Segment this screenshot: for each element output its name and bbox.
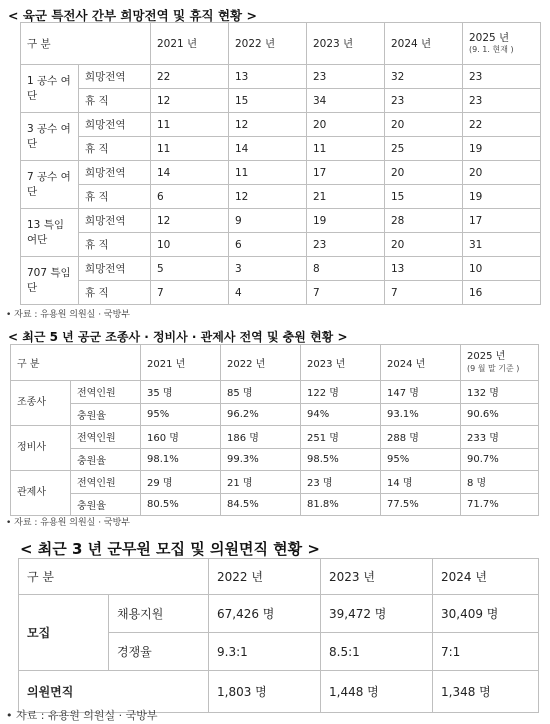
value-cell: 21 명 <box>221 471 301 494</box>
value-cell: 20 <box>385 113 463 137</box>
row-label-cell: 충원율 <box>71 448 141 471</box>
row-label-cell: 채용지원 <box>109 595 209 633</box>
table-row <box>21 185 541 209</box>
table-row <box>21 161 541 185</box>
table-row <box>21 257 541 281</box>
header-cell: 2021 년 <box>141 345 221 381</box>
header-cell: 2022 년 <box>229 23 307 65</box>
value-cell: 1,448 명 <box>321 671 433 713</box>
value-cell: 19 <box>307 209 385 233</box>
value-cell: 16 <box>463 281 541 305</box>
header-cell: 2023 년 <box>301 345 381 381</box>
header-cell-note: (9 월 말 기준 ) <box>467 363 520 373</box>
table2-source: • 자료 : 유용원 의원실 · 국방부 <box>6 518 131 528</box>
table3-civilian-staff <box>18 558 539 713</box>
value-cell: 99.3% <box>221 448 301 471</box>
value-cell: 39,472 명 <box>321 595 433 633</box>
value-cell: 10 <box>151 233 229 257</box>
value-cell: 12 <box>229 113 307 137</box>
header-cell-year: 2025 년 <box>467 351 506 363</box>
value-cell: 186 명 <box>221 426 301 449</box>
value-cell: 12 <box>229 185 307 209</box>
value-cell: 160 명 <box>141 426 221 449</box>
value-cell: 7 <box>151 281 229 305</box>
row-label-cell: 희망전역 <box>79 113 151 137</box>
value-cell: 13 <box>385 257 463 281</box>
value-cell: 23 명 <box>301 471 381 494</box>
table-row <box>11 471 539 494</box>
value-cell: 77.5% <box>381 493 461 516</box>
value-cell: 31 <box>463 233 541 257</box>
table-row <box>21 209 541 233</box>
group-cell: 707 특임단 <box>21 257 79 305</box>
value-cell: 95% <box>141 403 221 426</box>
group-cell: 모집 <box>19 595 109 671</box>
table-row <box>21 113 541 137</box>
table-row <box>21 281 541 305</box>
value-cell: 93.1% <box>381 403 461 426</box>
value-cell: 94% <box>301 403 381 426</box>
header-cell: 구 분 <box>19 559 209 595</box>
table3-title: < 최근 3 년 군무원 모집 및 의원면직 현황 > <box>20 540 320 558</box>
header-cell: 구 분 <box>11 345 141 381</box>
value-cell: 90.7% <box>461 448 539 471</box>
value-cell: 81.8% <box>301 493 381 516</box>
value-cell: 5 <box>151 257 229 281</box>
value-cell: 288 명 <box>381 426 461 449</box>
value-cell: 1,348 명 <box>433 671 539 713</box>
row-label-cell: 희망전역 <box>79 257 151 281</box>
table-row <box>21 89 541 113</box>
table1-title: < 육군 특전사 간부 희망전역 및 휴직 현황 > <box>8 8 257 23</box>
value-cell: 23 <box>307 65 385 89</box>
header-cell <box>461 345 539 381</box>
value-cell: 34 <box>307 89 385 113</box>
group-cell: 정비사 <box>11 426 71 471</box>
value-cell: 9.3:1 <box>209 633 321 671</box>
group-cell: 조종사 <box>11 381 71 426</box>
group-cell: 1 공수 여단 <box>21 65 79 113</box>
value-cell: 14 <box>229 137 307 161</box>
header-cell: 2022 년 <box>209 559 321 595</box>
row-label-cell: 충원율 <box>71 493 141 516</box>
value-cell: 132 명 <box>461 381 539 404</box>
value-cell: 19 <box>463 137 541 161</box>
header-cell: 2024 년 <box>433 559 539 595</box>
value-cell: 8 명 <box>461 471 539 494</box>
row-label-cell: 경쟁율 <box>109 633 209 671</box>
value-cell: 90.6% <box>461 403 539 426</box>
value-cell: 4 <box>229 281 307 305</box>
t1-header-row <box>21 23 541 65</box>
header-cell-year: 2025 년 <box>469 32 510 45</box>
table-row <box>11 493 539 516</box>
value-cell: 12 <box>151 209 229 233</box>
group-cell: 7 공수 여단 <box>21 161 79 209</box>
value-cell: 233 명 <box>461 426 539 449</box>
value-cell: 98.5% <box>301 448 381 471</box>
value-cell: 80.5% <box>141 493 221 516</box>
value-cell: 23 <box>463 89 541 113</box>
value-cell: 14 <box>151 161 229 185</box>
value-cell: 6 <box>229 233 307 257</box>
value-cell: 20 <box>385 161 463 185</box>
value-cell: 11 <box>229 161 307 185</box>
value-cell: 71.7% <box>461 493 539 516</box>
table-row <box>21 137 541 161</box>
value-cell: 7 <box>385 281 463 305</box>
value-cell: 122 명 <box>301 381 381 404</box>
t2-header-row <box>11 345 539 381</box>
row-label-cell: 휴 직 <box>79 233 151 257</box>
value-cell: 14 명 <box>381 471 461 494</box>
table-row <box>11 448 539 471</box>
value-cell: 23 <box>307 233 385 257</box>
value-cell: 32 <box>385 65 463 89</box>
row-label-cell: 전역인원 <box>71 381 141 404</box>
value-cell: 8 <box>307 257 385 281</box>
value-cell: 28 <box>385 209 463 233</box>
header-cell: 2023 년 <box>321 559 433 595</box>
header-cell: 구 분 <box>21 23 151 65</box>
value-cell: 95% <box>381 448 461 471</box>
value-cell: 15 <box>385 185 463 209</box>
row-label-cell: 희망전역 <box>79 161 151 185</box>
value-cell: 15 <box>229 89 307 113</box>
table-row <box>11 381 539 404</box>
row-label-cell: 희망전역 <box>79 65 151 89</box>
value-cell: 84.5% <box>221 493 301 516</box>
value-cell: 20 <box>307 113 385 137</box>
header-cell: 2023 년 <box>307 23 385 65</box>
table-row <box>11 403 539 426</box>
table3-header-row <box>19 559 539 595</box>
row-label-cell: 전역인원 <box>71 471 141 494</box>
table2-air-force <box>10 344 539 516</box>
row-label-cell: 희망전역 <box>79 209 151 233</box>
table1-special-forces <box>20 22 541 305</box>
value-cell: 147 명 <box>381 381 461 404</box>
row-label-cell: 휴 직 <box>79 137 151 161</box>
value-cell: 23 <box>463 65 541 89</box>
value-cell: 11 <box>151 113 229 137</box>
row-label-cell: 휴 직 <box>79 281 151 305</box>
value-cell: 251 명 <box>301 426 381 449</box>
value-cell: 1,803 명 <box>209 671 321 713</box>
value-cell: 6 <box>151 185 229 209</box>
group-cell: 3 공수 여단 <box>21 113 79 161</box>
value-cell: 10 <box>463 257 541 281</box>
table-row <box>21 65 541 89</box>
value-cell: 67,426 명 <box>209 595 321 633</box>
row-label-cell: 전역인원 <box>71 426 141 449</box>
value-cell: 11 <box>151 137 229 161</box>
row-label-cell: 휴 직 <box>79 185 151 209</box>
value-cell: 98.1% <box>141 448 221 471</box>
value-cell: 19 <box>463 185 541 209</box>
value-cell: 3 <box>229 257 307 281</box>
table-row <box>21 233 541 257</box>
value-cell: 7 <box>307 281 385 305</box>
row-label-cell: 휴 직 <box>79 89 151 113</box>
value-cell: 17 <box>463 209 541 233</box>
header-cell: 2022 년 <box>221 345 301 381</box>
header-cell-note: (9. 1. 현재 ) <box>469 45 514 55</box>
value-cell: 35 명 <box>141 381 221 404</box>
value-cell: 23 <box>385 89 463 113</box>
table2-title: < 최근 5 년 공군 조종사 · 정비사 · 관제사 전역 및 충원 현황 > <box>8 330 348 344</box>
header-cell: 2024 년 <box>381 345 461 381</box>
value-cell: 13 <box>229 65 307 89</box>
value-cell: 30,409 명 <box>433 595 539 633</box>
value-cell: 20 <box>385 233 463 257</box>
value-cell: 7:1 <box>433 633 539 671</box>
value-cell: 8.5:1 <box>321 633 433 671</box>
row-label-cell: 충원율 <box>71 403 141 426</box>
value-cell: 85 명 <box>221 381 301 404</box>
table3-source: • 자료 : 유용원 의원실 · 국방부 <box>6 709 158 722</box>
value-cell: 22 <box>151 65 229 89</box>
header-cell <box>463 23 541 65</box>
table1-source: • 자료 : 유용원 의원실 · 국방부 <box>6 310 131 320</box>
value-cell: 21 <box>307 185 385 209</box>
value-cell: 22 <box>463 113 541 137</box>
value-cell: 17 <box>307 161 385 185</box>
header-cell: 2021 년 <box>151 23 229 65</box>
table-row <box>11 426 539 449</box>
table-row <box>19 595 539 633</box>
row-label-cell: 의원면직 <box>19 671 209 713</box>
group-cell: 13 특임 여단 <box>21 209 79 257</box>
value-cell: 96.2% <box>221 403 301 426</box>
value-cell: 11 <box>307 137 385 161</box>
value-cell: 20 <box>463 161 541 185</box>
value-cell: 12 <box>151 89 229 113</box>
group-cell: 관제사 <box>11 471 71 516</box>
value-cell: 25 <box>385 137 463 161</box>
value-cell: 29 명 <box>141 471 221 494</box>
header-cell: 2024 년 <box>385 23 463 65</box>
value-cell: 9 <box>229 209 307 233</box>
